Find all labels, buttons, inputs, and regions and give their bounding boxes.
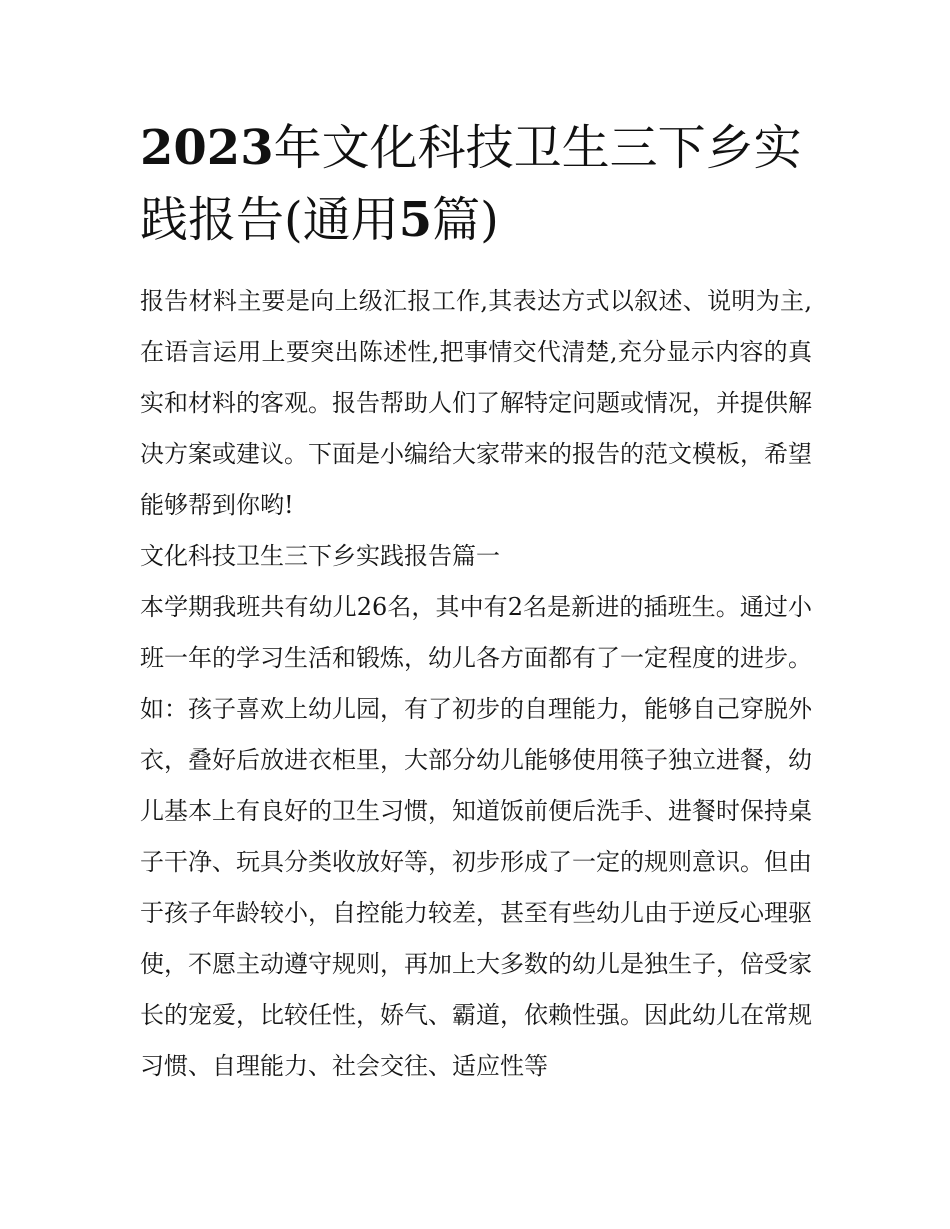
title-part-3: 篇): [432, 192, 499, 248]
document-content: [140, 112, 812, 1092]
intro-paragraph: 报告材料主要是向上级汇报工作,其表达方式以叙述、说明为主,在语言运用上要突出陈述性,把事情交代清楚,充分显示内容的真实和材料的客观。报告帮助人们了解特定问题或情况，并提供解决方案或建议。下面是小编给大家带来的报告的范文模板，希望能够帮到你哟!: [140, 287, 812, 519]
title-part-1: 年文化科技卫生三下乡实: [273, 120, 802, 176]
title-year: 2023: [140, 120, 274, 176]
title-count: 5: [398, 192, 433, 248]
section-heading: 文化科技卫生三下乡实践报告篇一: [140, 542, 500, 570]
title-part-2: 践报告(通用: [140, 192, 399, 248]
section-body-paragraph: 本学期我班共有幼儿26名，其中有2名是新进的插班生。通过小班一年的学习生活和锻炼，幼儿各方面都有了一定程度的进步。如：孩子喜欢上幼儿园，有了初步的自理能力，能够自己穿脱外衣，叠好后放进衣柜里，大部分幼儿能够使用筷子独立进餐，幼儿基本上有良好的卫生习惯，知道饭前便后洗手、进餐时保持桌子干净、玩具分类收放好等，初步形成了一定的规则意识。但由于孩子年龄较小，自控能力较差，甚至有些幼儿由于逆反心理驱使，不愿主动遵守规则，再加上大多数的幼儿是独生子，倍受家长的宠爱，比较任性，娇气、霸道，依赖性强。因此幼儿在常规习惯、自理能力、社会交往、适应性等: [140, 593, 812, 1080]
document-title: [140, 112, 812, 256]
